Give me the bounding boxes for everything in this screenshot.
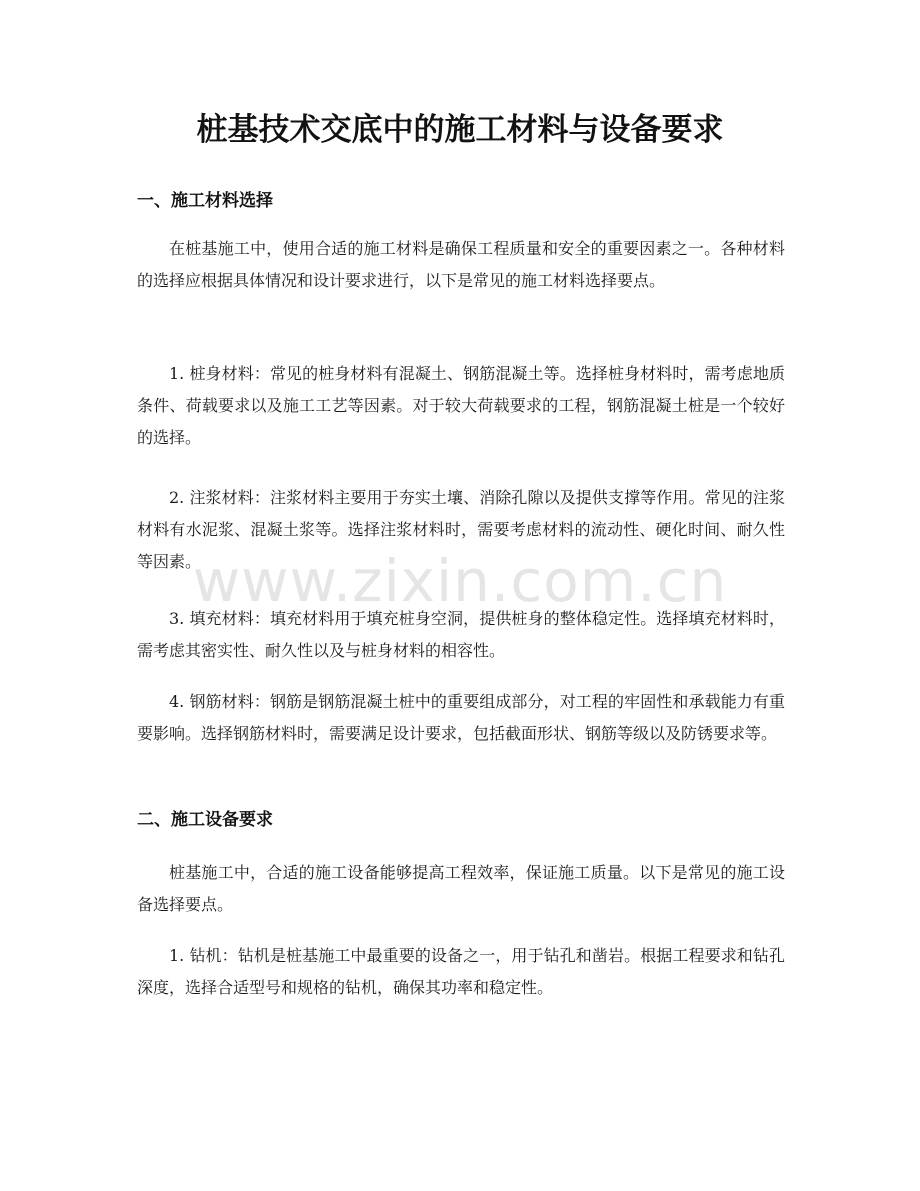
page-title: 桩基技术交底中的施工材料与设备要求 [196, 112, 724, 148]
section-heading-materials: 一、施工材料选择 [137, 191, 273, 211]
section-heading-equipment: 二、施工设备要求 [137, 810, 273, 830]
paragraph-drilling-rig: 1. 钻机：钻机是桩基施工中最重要的设备之一，用于钻孔和凿岩。根据工程要求和钻孔深度，选择合适型号和规格的钻机，确保其功率和稳定性。 [137, 946, 785, 997]
paragraph-rebar-material: 4. 钢筋材料：钢筋是钢筋混凝土桩中的重要组成部分，对工程的牢固性和承载能力有重要影响。选择钢筋材料时，需要满足设计要求，包括截面形状、钢筋等级以及防锈要求等。 [137, 692, 785, 743]
watermark-text: www.zixin.com.cn [192, 547, 728, 615]
paragraph-grouting-material: 2. 注浆材料：注浆材料主要用于夯实土壤、消除孔隙以及提供支撑等作用。常见的注浆材料有水泥浆、混凝土浆等。选择注浆材料时，需要考虑材料的流动性、硬化时间、耐久性等因素。 [137, 488, 785, 571]
paragraph-equipment-intro: 桩基施工中，合适的施工设备能够提高工程效率，保证施工质量。以下是常见的施工设备选择要点。 [137, 863, 785, 914]
paragraph-pile-body-material: 1. 桩身材料：常见的桩身材料有混凝土、钢筋混凝土等。选择桩身材料时，需考虑地质条件、荷载要求以及施工工艺等因素。对于较大荷载要求的工程，钢筋混凝土桩是一个较好的选择。 [137, 364, 785, 447]
paragraph-materials-intro: 在桩基施工中，使用合适的施工材料是确保工程质量和安全的重要因素之一。各种材料的选择应根据具体情况和设计要求进行，以下是常见的施工材料选择要点。 [137, 239, 785, 290]
paragraph-filling-material: 3. 填充材料：填充材料用于填充桩身空洞，提供桩身的整体稳定性。选择填充材料时，需考虑其密实性、耐久性以及与桩身材料的相容性。 [137, 609, 785, 660]
